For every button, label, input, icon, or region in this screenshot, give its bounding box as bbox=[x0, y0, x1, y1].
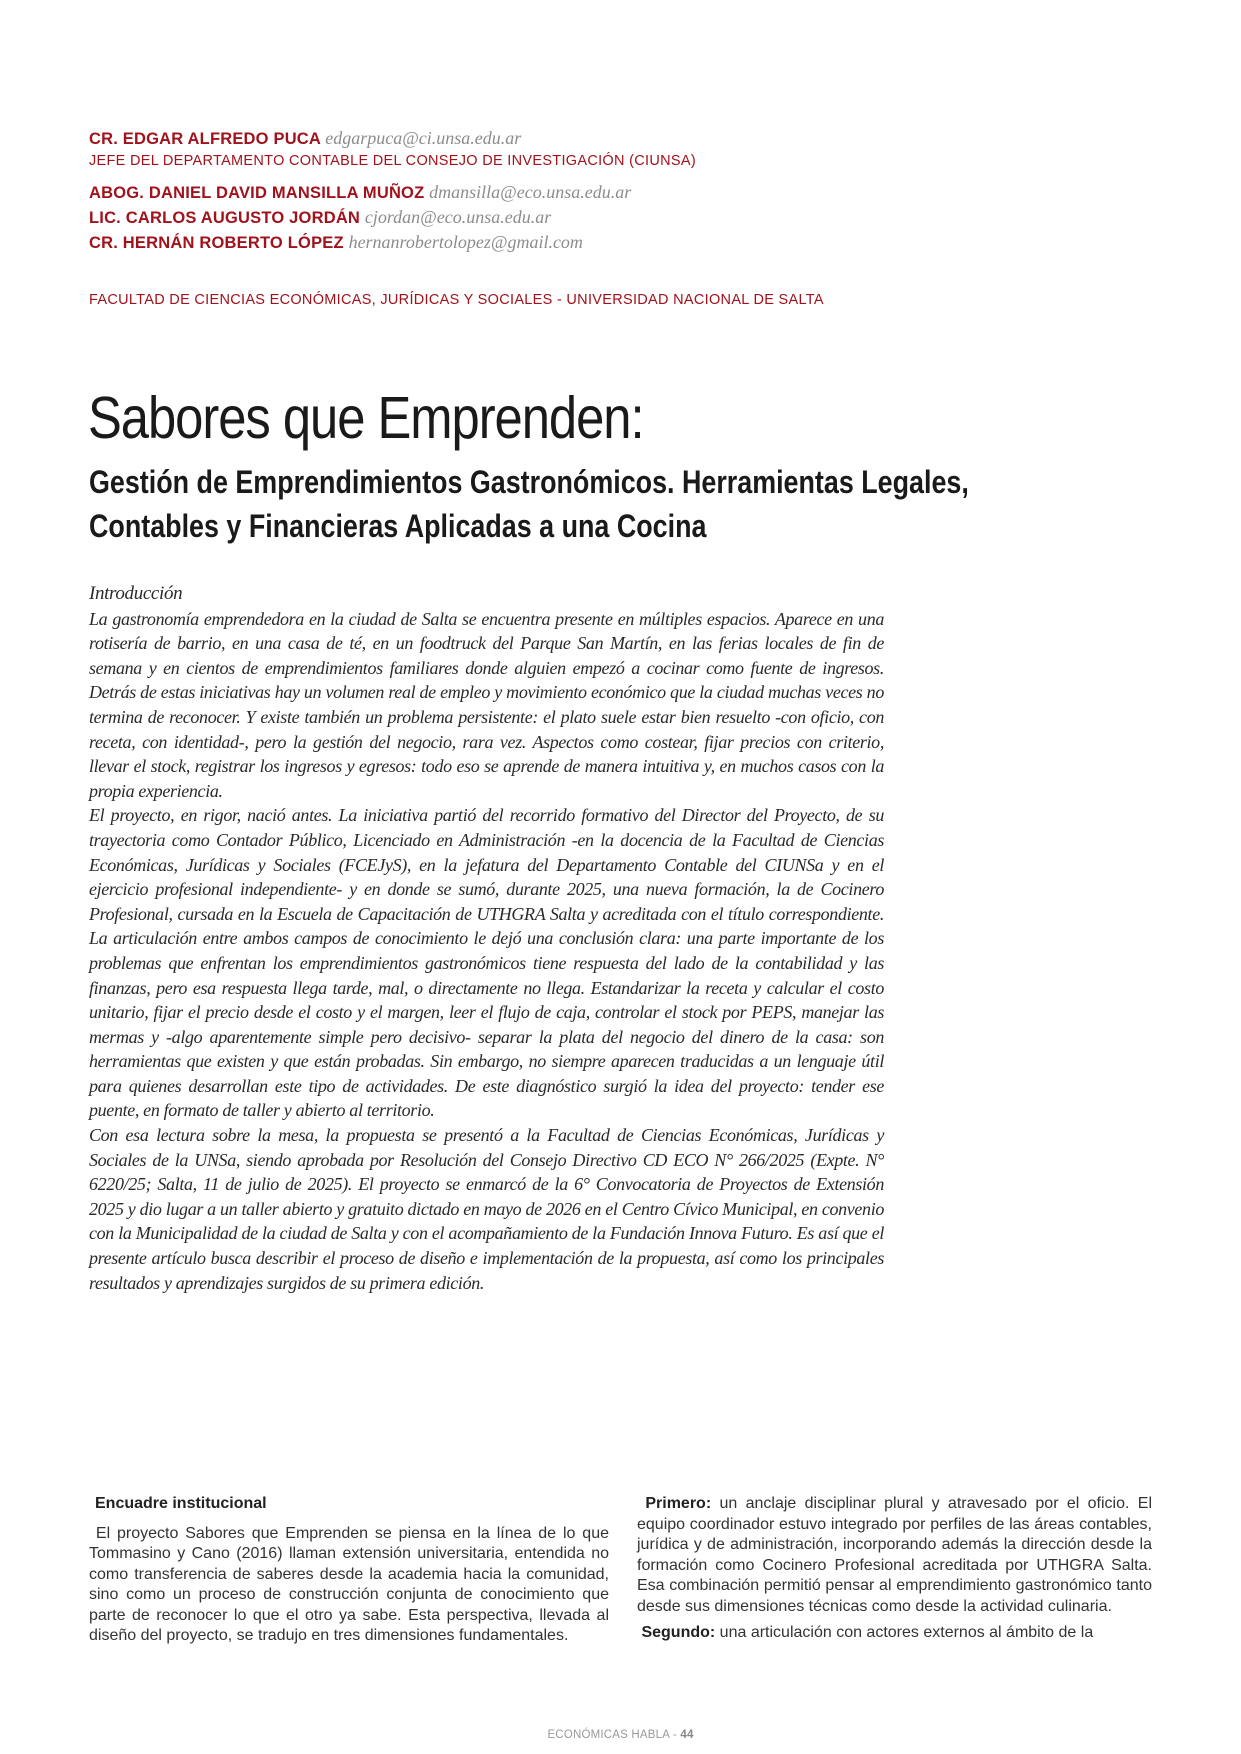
author-role: JEFE DEL DEPARTAMENTO CONTABLE DEL CONSEJO DE INVESTIGACIÓN (CIUNSA) bbox=[89, 153, 696, 169]
author-4 bbox=[89, 230, 1089, 255]
author-email[interactable]: hernanrobertolopez@gmail.com bbox=[348, 232, 583, 252]
item-label: Primero: bbox=[645, 1495, 712, 1512]
publication-name: ECONÓMICAS HABLA - bbox=[547, 1729, 677, 1741]
author-email[interactable]: dmansilla@eco.unsa.edu.ar bbox=[429, 182, 632, 202]
intro-paragraph: El proyecto, en rigor, nació antes. La iniciativa partió del recorrido formativo del Director del Proyecto, de su trayectoria como Contador Público, Licenciado en Administración -en la docencia de la Facultad de Ciencias Económicas, Jurídicas y Sociales (FCEJyS), en la jefatura del Departamento Contable del CIUNSa y en el ejercicio profesional independiente- y en donde se sumó, durante 2025, una nueva formación, la de Cocinero Profesional, cursada en la Escuela de Capacitación de UTHGRA Salta y acreditada con el título correspondiente. La articulación entre ambos campos de conocimiento le dejó una conclusión clara: una parte importante de los problemas que enfrentan los emprendimientos gastronómicos tiene respuesta del lado de la contabilidad y las finanzas, pero esa respuesta llega tarde, mal, o directamente no llega. Estandarizar la receta y calcular el costo unitario, fijar el precio desde el costo y el margen, leer el flujo de caja, controlar el stock por PEPS, manejar las mermas y -algo aparentemente simple pero decisivo- separar la plata del negocio del dinero de la casa: son herramientas que existen y que están probadas. Sin embargo, no siempre aparecen traducidas a un lenguaje útil para quienes desarrollan este tipo de actividades. De este diagnóstico surgió la idea del proyecto: tender ese puente, en formato de taller y abierto al territorio. bbox=[89, 805, 884, 1121]
page-footer bbox=[0, 1729, 1241, 1741]
author-email[interactable]: edgarpuca@ci.unsa.edu.ar bbox=[325, 128, 522, 148]
author-name: CR. HERNÁN ROBERTO LÓPEZ bbox=[89, 234, 344, 252]
body-paragraph bbox=[637, 1494, 1152, 1617]
item-text: un anclaje disciplinar plural y atravesado por el oficio. El equipo coordinador estuvo integrado por perfiles de las áreas contables, jurídica y de administración, incorporando además la dirección desde la formación como Cocinero Profesional acreditada por UTHGRA Salta. Esa combinación permitió pensar al emprendimiento gastronómico tanto desde sus dimensiones técnicas como desde la actividad culinaria. bbox=[637, 1495, 1153, 1615]
article-subtitle: Gestión de Emprendimientos Gastronómicos. Herramientas Legales, Contables y Financieras Aplicadas a una Cocina bbox=[89, 464, 969, 544]
introduction-section bbox=[89, 582, 884, 1295]
author-3 bbox=[89, 205, 1089, 230]
section-heading: Encuadre institucional bbox=[95, 1495, 267, 1512]
intro-paragraph: La gastronomía emprendedora en la ciudad de Salta se encuentra presente en múltiples espacios. Aparece en una rotisería de barrio, en una casa de té, en un foodtruck del Parque San Martín, en las ferias locales de fin de semana y en cientos de emprendimientos familiares donde alguien empezó a cocinar como fuente de ingresos. Detrás de estas iniciativas hay un volumen real de empleo y movimiento económico que la ciudad muchas veces no termina de reconocer. Y existe también un problema persistente: el plato suele estar bien resuelto -con oficio, con receta, con identidad-, pero la gestión del negocio, rara vez. Aspectos como costear, fijar precios con criterio, llevar el stock, registrar los ingresos y egresos: todo eso se aprende de manera intuitiva y, en muchos casos con la propia experiencia. bbox=[89, 608, 884, 801]
author-email[interactable]: cjordan@eco.unsa.edu.ar bbox=[364, 207, 552, 227]
left-column bbox=[89, 1494, 609, 1653]
page-number: 44 bbox=[680, 1729, 694, 1741]
body-paragraph bbox=[89, 1524, 609, 1647]
article-title: Sabores que Emprenden: bbox=[88, 385, 644, 451]
body-paragraph bbox=[637, 1623, 1152, 1644]
author-1 bbox=[89, 126, 1089, 151]
introduction-heading: Introducción bbox=[89, 583, 183, 604]
item-label: Segundo: bbox=[641, 1624, 716, 1641]
item-text: una articulación con actores externos al ámbito de la bbox=[719, 1624, 1094, 1641]
right-column bbox=[637, 1494, 1152, 1650]
author-name: CR. EDGAR ALFREDO PUCA bbox=[89, 130, 321, 148]
author-name: ABOG. DANIEL DAVID MANSILLA MUÑOZ bbox=[89, 184, 425, 202]
author-2 bbox=[89, 180, 1089, 205]
faculty-affiliation: FACULTAD DE CIENCIAS ECONÓMICAS, JURÍDICAS Y SOCIALES - UNIVERSIDAD NACIONAL DE SALTA bbox=[89, 292, 824, 308]
intro-paragraph: Con esa lectura sobre la mesa, la propuesta se presentó a la Facultad de Ciencias Económicas, Jurídicas y Sociales de la UNSa, siendo aprobada por Resolución del Consejo Directivo CD ECO N° 266/2025 (Expte. N° 6220/25; Salta, 11 de julio de 2025). El proyecto se enmarcó de la 6° Convocatoria de Proyectos de Extensión 2025 y dio lugar a un taller abierto y gratuito dictado en mayo de 2026 en el Centro Cívico Municipal, en convenio con la Municipalidad de la ciudad de Salta y con el acompañamiento de la Fundación Innova Futuro. Es así que el presente artículo busca describir el proceso de diseño e implementación de la propuesta, así como los principales resultados y aprendizajes surgidos de su primera edición. bbox=[89, 1125, 884, 1293]
authors-block bbox=[89, 126, 1089, 255]
author-name: LIC. CARLOS AUGUSTO JORDÁN bbox=[89, 209, 361, 227]
body-text: El proyecto Sabores que Emprenden se piensa en la línea de lo que Tommasino y Cano (2016) llaman extensión universitaria, entendida no como transferencia de saberes desde la academia hacia la comunidad, sino como un proceso de construcción conjunta de conocimiento que parte de reconocer lo que el otro ya sabe. Esta perspectiva, llevada al diseño del proyecto, se tradujo en tres dimensiones fundamentales. bbox=[89, 1524, 609, 1644]
